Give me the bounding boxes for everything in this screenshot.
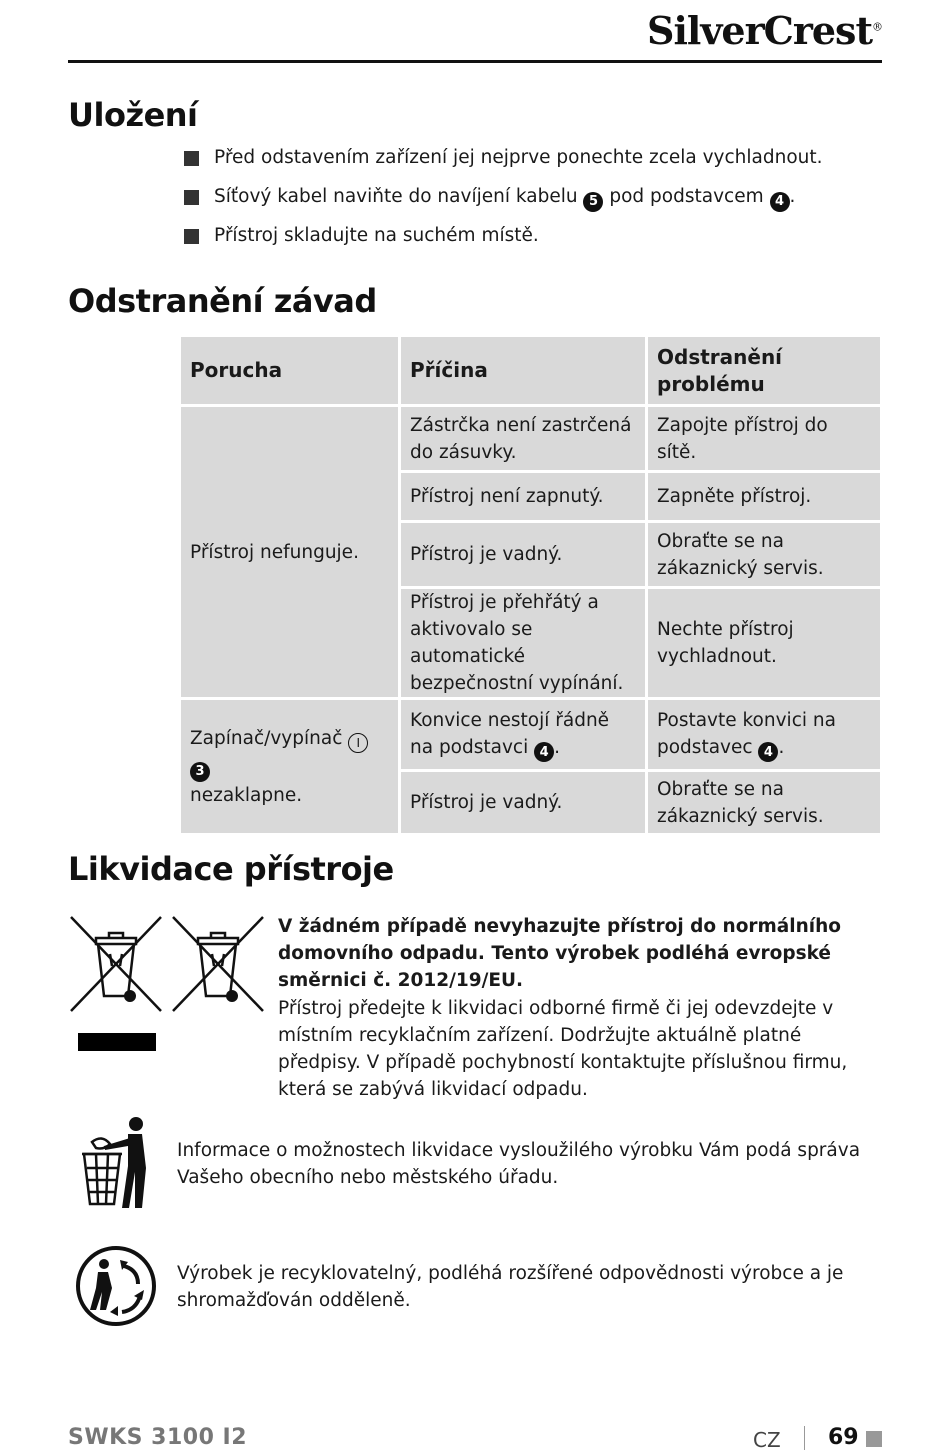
cause-cell: Konvice nestojí řádně na podstavci 4 . — [400, 699, 647, 771]
footer-divider — [804, 1426, 805, 1450]
remedy-cell: Obraťte se na zákaznický servis. — [647, 522, 882, 588]
part-number-badge: 5 — [583, 192, 603, 212]
crossed-bin-icon — [68, 914, 164, 1014]
marking-bar — [78, 1033, 156, 1051]
bullet-square-icon — [184, 151, 199, 166]
fault-cell: Zapínač/vypínač I3 nezaklapne. — [180, 699, 400, 835]
column-header-fault: Porucha — [180, 336, 400, 406]
footer-language: CZ — [753, 1428, 781, 1452]
storage-heading: Uložení — [68, 96, 198, 134]
cause-cell: Zástrčka není zastrčená do zásuvky. — [400, 406, 647, 472]
remedy-cell: Postavte konvici na podstavec 4 . — [647, 699, 882, 771]
part-number-badge: 4 — [770, 192, 790, 212]
list-item: Síťový kabel naviňte do navíjení kabelu 5 pod podstavcem 4 . — [184, 185, 823, 224]
remedy-cell: Zapojte přístroj do sítě. — [647, 406, 882, 472]
table-row — [180, 699, 882, 771]
column-header-remedy: Odstranění problému — [647, 336, 882, 406]
list-item: Přístroj skladujte na suchém místě. — [184, 224, 823, 263]
footer-model: SWKS 3100 I2 — [68, 1425, 248, 1450]
footer-square-icon — [866, 1431, 882, 1447]
table-header-row — [180, 336, 882, 406]
troubleshooting-table — [178, 334, 883, 836]
cause-cell: Přístroj není zapnutý. — [400, 472, 647, 522]
remedy-cell: Obraťte se na zákaznický servis. — [647, 771, 882, 835]
cause-cell: Přístroj je vadný. — [400, 522, 647, 588]
recycle-text: Výrobek je recyklovatelný, podléhá rozšířené odpovědnosti výrobce a je shromažďován odděleně. — [177, 1263, 844, 1311]
bullet-square-icon — [184, 229, 199, 244]
disposal-text: Přístroj předejte k likvidaci odborné firmě či jej odevzdejte v místním recyklačním zařízení. Dodržujte aktuálně platné předpisy. V případě pochybností kontaktujte příslušnou firmu, která se zabývá likvidací odpadu. — [278, 998, 848, 1100]
power-switch-icon: I — [348, 733, 368, 753]
troubleshooting-heading: Odstranění závad — [68, 282, 377, 320]
part-number-badge: 4 — [534, 742, 554, 762]
fault-cell: Přístroj nefunguje. — [180, 406, 400, 699]
crossed-bin-icon — [170, 914, 266, 1014]
column-header-cause: Příčina — [400, 336, 647, 406]
storage-list — [184, 146, 823, 263]
recycle-icon — [74, 1244, 158, 1328]
brand-logo: SilverCrest® — [647, 8, 882, 53]
table-row — [180, 406, 882, 472]
disposal-warning: V žádném případě nevyhazujte přístroj do normálního domovního odpadu. Tento výrobek podléhá evropské směrnici č. 2012/19/EU. — [278, 916, 842, 991]
disposal-heading: Likvidace přístroje — [68, 850, 394, 888]
header-divider — [68, 60, 882, 63]
cause-cell: Přístroj je vadný. — [400, 771, 647, 835]
tidyman-icon — [78, 1116, 154, 1210]
cause-cell: Přístroj je přehřátý a aktivovalo se automatické bezpečnostní vypínání. — [400, 588, 647, 699]
remedy-cell: Nechte přístroj vychladnout. — [647, 588, 882, 699]
part-number-badge: 4 — [758, 742, 778, 762]
list-item: Před odstavením zařízení jej nejprve ponechte zcela vychladnout. — [184, 146, 823, 185]
page-number: 69 — [828, 1425, 859, 1450]
bullet-square-icon — [184, 190, 199, 205]
part-number-badge: 3 — [190, 762, 210, 782]
disposal-info-text: Informace o možnostech likvidace vysloužilého výrobku Vám podá správa Vašeho obecního nebo městského úřadu. — [177, 1140, 861, 1188]
remedy-cell: Zapněte přístroj. — [647, 472, 882, 522]
